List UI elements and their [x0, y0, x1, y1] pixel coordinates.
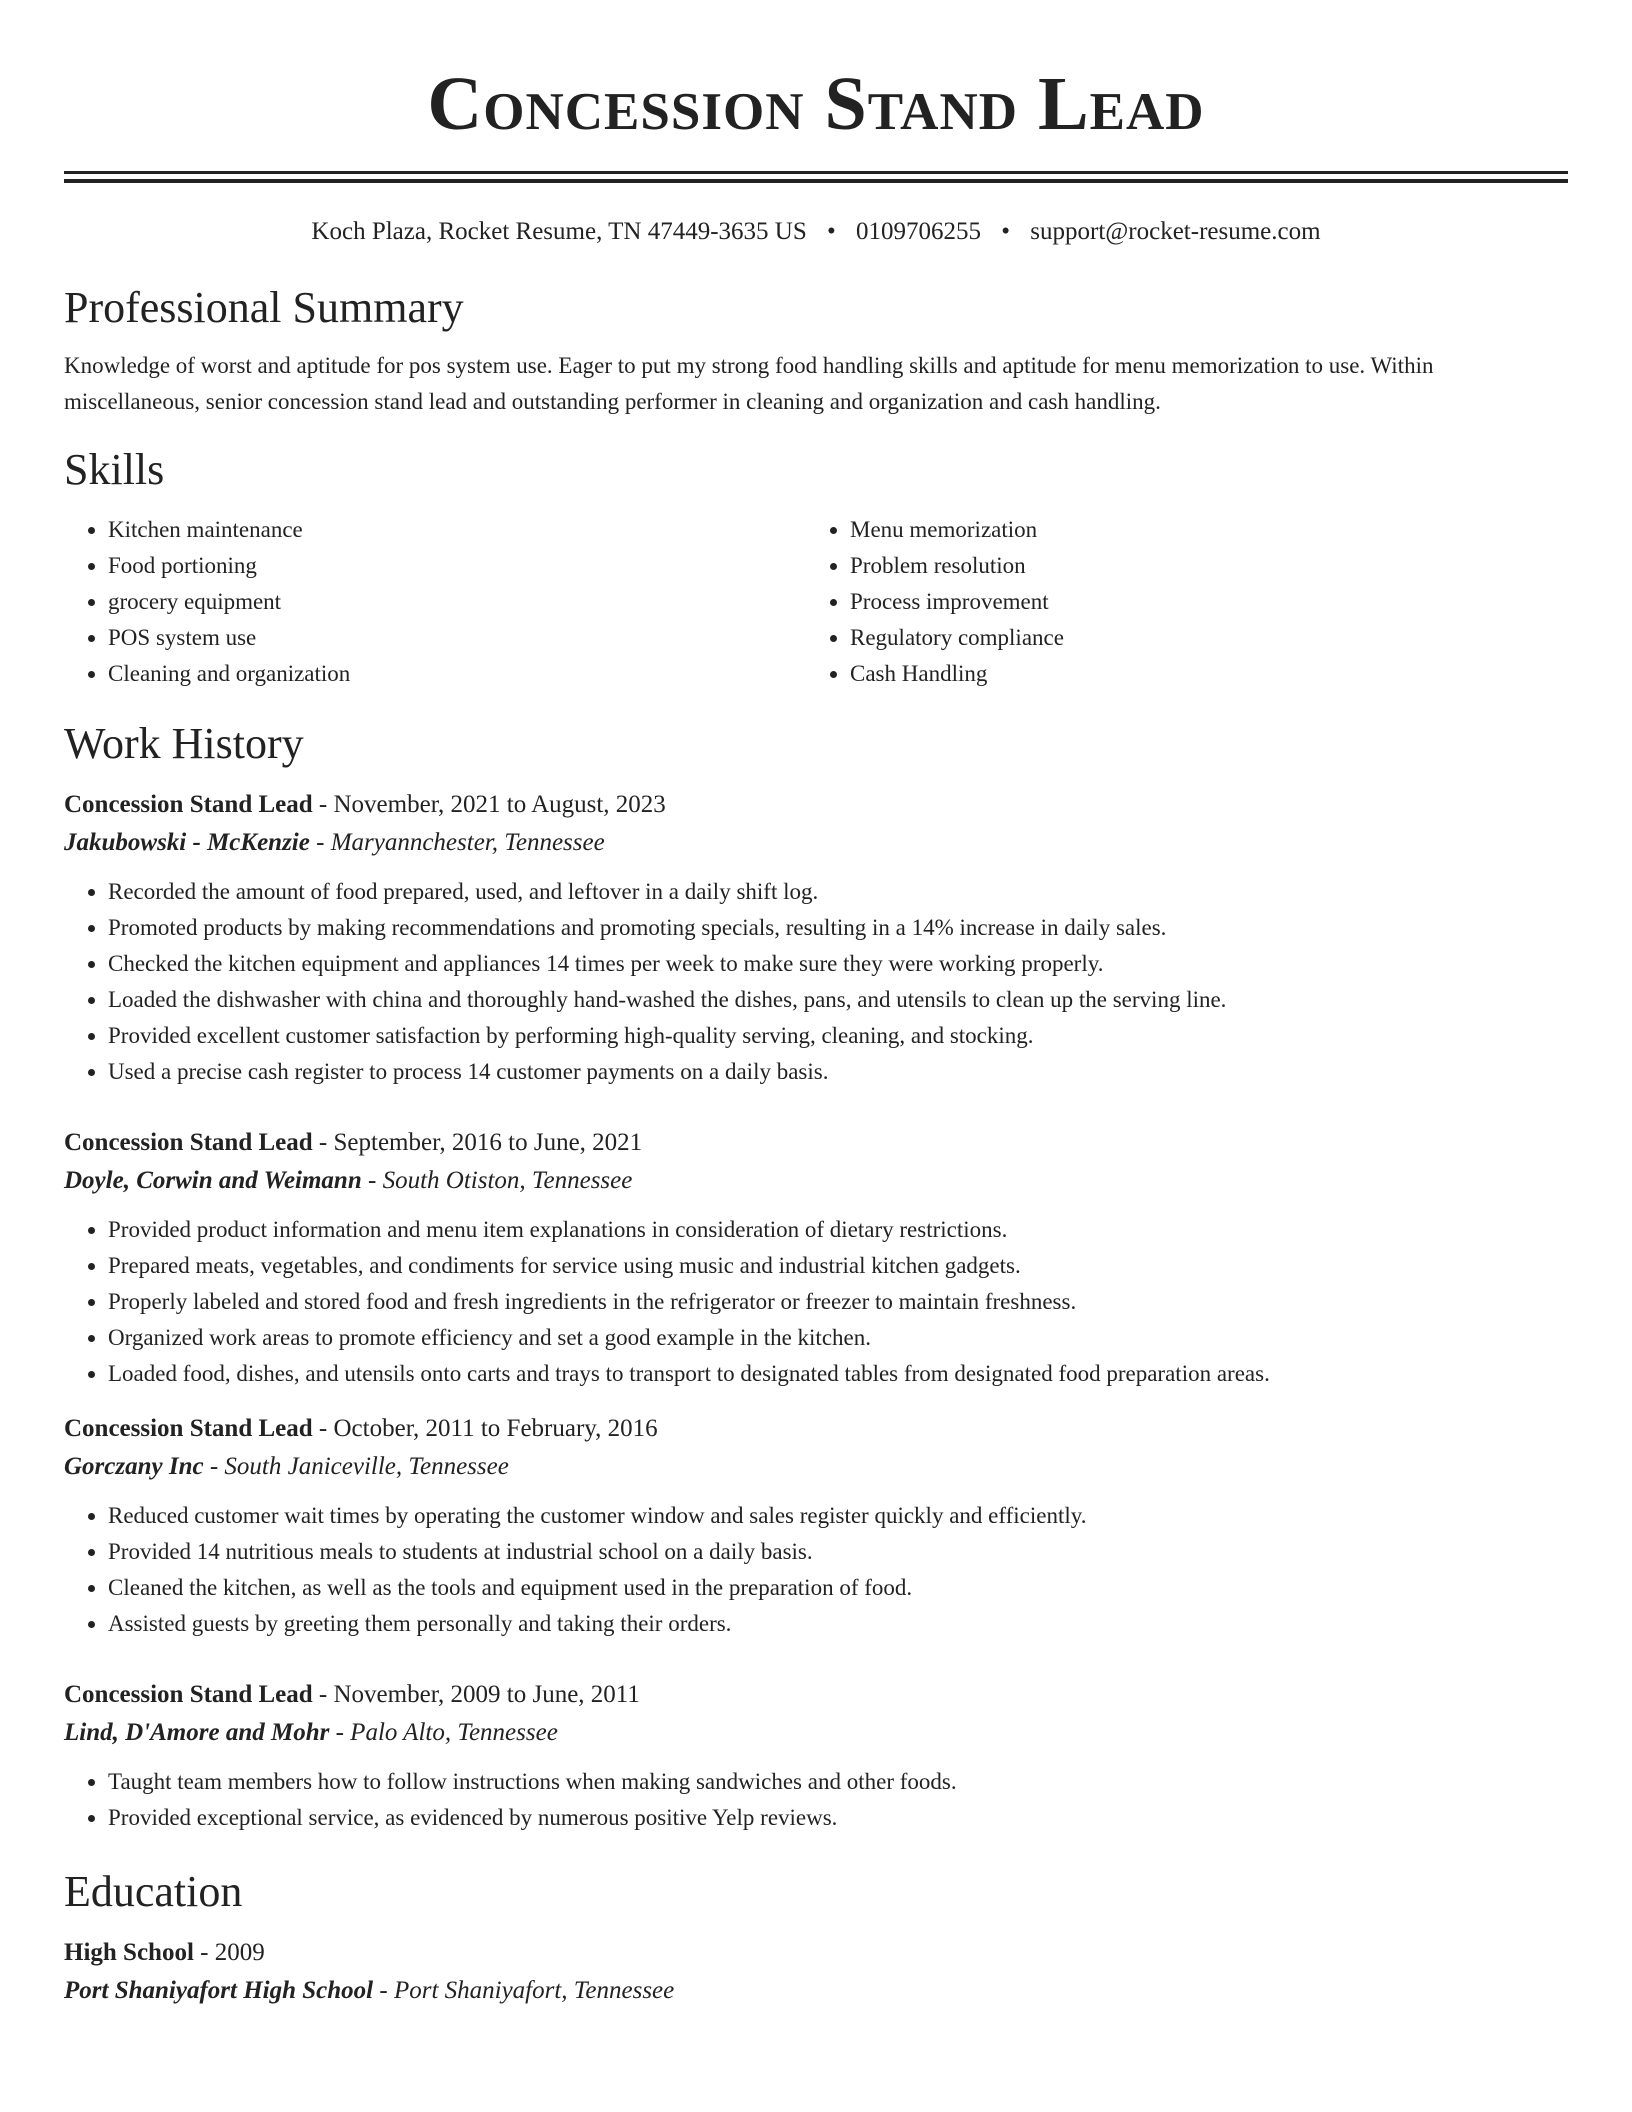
contact-separator: • [1001, 218, 1011, 245]
job-dash: - [312, 1681, 334, 1708]
job-bullet: • Checked the kitchen equipment and appliances 14 times per week to make sure they were working properly. [108, 946, 1568, 982]
summary-heading: Professional Summary [64, 283, 464, 332]
contact-line [64, 216, 1568, 248]
job-bullet: • Promoted products by making recommendations and promoting specials, resulting in a 14% increase in daily sales. [108, 910, 1568, 946]
job-title: Concession Stand Lead [64, 1129, 313, 1156]
job-entry [64, 1410, 1568, 1642]
job-dates: September, 2016 to June, 2021 [333, 1129, 643, 1156]
job-entry [64, 1676, 1568, 1836]
education-degree: High School [64, 1939, 194, 1966]
employer-line [64, 1448, 1568, 1486]
job-bullet: • Recorded the amount of food prepared, used, and leftover in a daily shift log. [108, 874, 1568, 910]
education-dash: - [373, 1977, 394, 2004]
education-dash: - [193, 1939, 215, 1966]
job-title-line [64, 786, 1568, 824]
job-bullets [64, 1212, 1568, 1392]
skill-item: • Menu memorization [850, 512, 1548, 548]
job-dash: - [329, 1719, 351, 1746]
job-title-line [64, 1124, 1568, 1162]
job-bullet: • Provided excellent customer satisfaction by performing high-quality serving, cleaning, and stocking. [108, 1018, 1568, 1054]
employer-line [64, 824, 1568, 862]
employer-location: South Otiston, Tennessee [382, 1167, 633, 1194]
education-heading: Education [64, 1867, 243, 1916]
skills-heading: Skills [64, 445, 165, 494]
job-bullet: • Provided product information and menu item explanations in consideration of dietary restrictions. [108, 1212, 1568, 1248]
job-dash: - [361, 1167, 383, 1194]
education-school: Port Shaniyafort High School [64, 1977, 374, 2004]
job-entry [64, 786, 1568, 1090]
job-bullet: • Reduced customer wait times by operating the customer window and sales register quickly and efficiently. [108, 1498, 1568, 1534]
skill-item: • Kitchen maintenance [108, 512, 806, 548]
employer-location: South Janiceville, Tennessee [224, 1453, 509, 1480]
employer-location: Maryannchester, Tennessee [330, 829, 605, 856]
contact-address: Koch Plaza, Rocket Resume, TN 47449-3635 US [311, 218, 807, 245]
skills-list-right [806, 512, 1548, 692]
job-bullet: • Cleaned the kitchen, as well as the tools and equipment used in the preparation of food. [108, 1570, 1568, 1606]
skill-item: • Cash Handling [850, 656, 1548, 692]
job-bullets [64, 1764, 1568, 1836]
resume-name: Concession Stand Lead [427, 62, 1205, 146]
job-bullet: • Taught team members how to follow instructions when making sandwiches and other foods. [108, 1764, 1568, 1800]
job-bullet: • Assisted guests by greeting them personally and taking their orders. [108, 1606, 1568, 1642]
header-rule-top [64, 171, 1568, 174]
employer-name: Gorczany Inc [64, 1453, 204, 1480]
job-bullet: • Loaded the dishwasher with china and thoroughly hand-washed the dishes, pans, and utensils to clean up the serving line. [108, 982, 1568, 1018]
job-bullet: • Loaded food, dishes, and utensils onto carts and trays to transport to designated tables from designated food preparation areas. [108, 1356, 1568, 1392]
job-dates: November, 2009 to June, 2011 [333, 1681, 640, 1708]
education-degree-line [64, 1934, 1568, 1972]
employer-name: Lind, D'Amore and Mohr [64, 1719, 330, 1746]
job-bullet: • Prepared meats, vegetables, and condiments for service using music and industrial kitchen gadgets. [108, 1248, 1568, 1284]
skill-item: • grocery equipment [108, 584, 806, 620]
skill-item: • POS system use [108, 620, 806, 656]
skills-list-left [64, 512, 806, 692]
skill-item: • Process improvement [850, 584, 1548, 620]
job-title: Concession Stand Lead [64, 791, 313, 818]
work-history-heading: Work History [64, 719, 304, 768]
job-title-line [64, 1676, 1568, 1714]
job-entry [64, 1124, 1568, 1392]
education-school-line [64, 1972, 1568, 2010]
skill-item: • Problem resolution [850, 548, 1548, 584]
summary-text: Knowledge of worst and aptitude for pos system use. Eager to put my strong food handling skills and aptitude for menu memorization to use. Within miscellaneous, senior concession stand lead and outstanding performer in cleaning and organization and cash handling. [64, 353, 1434, 414]
job-title-line [64, 1410, 1568, 1448]
job-dates: October, 2011 to February, 2016 [333, 1415, 658, 1442]
job-bullet: • Organized work areas to promote efficiency and set a good example in the kitchen. [108, 1320, 1568, 1356]
job-dates: November, 2021 to August, 2023 [333, 791, 666, 818]
job-dash: - [312, 1129, 334, 1156]
job-dash: - [309, 829, 331, 856]
employer-location: Palo Alto, Tennessee [350, 1719, 558, 1746]
job-dash: - [312, 791, 334, 818]
employer-name: Doyle, Corwin and Weimann [64, 1167, 362, 1194]
job-dash: - [312, 1415, 334, 1442]
contact-phone: 0109706255 [856, 218, 981, 245]
skill-item: • Regulatory compliance [850, 620, 1548, 656]
skill-item: • Food portioning [108, 548, 806, 584]
education-location: Port Shaniyafort, Tennessee [393, 1977, 675, 2004]
job-bullet: • Provided exceptional service, as evidenced by numerous positive Yelp reviews. [108, 1800, 1568, 1836]
job-dash: - [203, 1453, 225, 1480]
skills-columns [64, 512, 1568, 692]
job-bullet: • Properly labeled and stored food and fresh ingredients in the refrigerator or freezer to maintain freshness. [108, 1284, 1568, 1320]
job-bullet: • Provided 14 nutritious meals to students at industrial school on a daily basis. [108, 1534, 1568, 1570]
job-title: Concession Stand Lead [64, 1681, 313, 1708]
job-title: Concession Stand Lead [64, 1415, 313, 1442]
job-bullet: • Used a precise cash register to process 14 customer payments on a daily basis. [108, 1054, 1568, 1090]
job-bullets [64, 1498, 1568, 1642]
employer-line [64, 1714, 1568, 1752]
contact-separator: • [826, 218, 836, 245]
job-bullets [64, 874, 1568, 1090]
skill-item: • Cleaning and organization [108, 656, 806, 692]
employer-line [64, 1162, 1568, 1200]
employer-name: Jakubowski - McKenzie [64, 829, 310, 856]
contact-email: support@rocket-resume.com [1030, 218, 1321, 245]
education-year: 2009 [214, 1939, 265, 1966]
header-rule-bottom [64, 179, 1568, 183]
